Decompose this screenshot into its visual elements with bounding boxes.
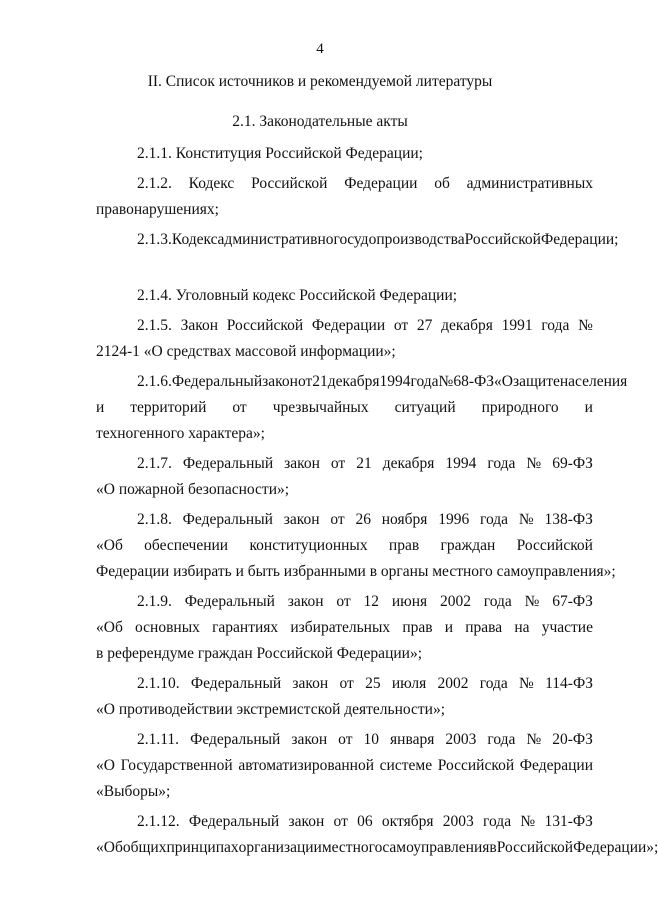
list-item-line: 2.1.4. Уголовный кодекс Российской Федерации; <box>137 287 458 304</box>
page-number: 4 <box>316 41 324 57</box>
list-item-line: 2.1.12. Федеральный закон от 06 октября 2003 года № 131-ФЗ <box>137 813 593 830</box>
list-item <box>96 671 593 723</box>
list-item-line: 2124-1 «О средствах массовой информации»; <box>96 343 396 360</box>
list-item-line: «О противодействии экстремистской деятельности»; <box>96 701 446 718</box>
list-item <box>96 507 616 585</box>
list-item <box>96 369 628 447</box>
list-item <box>96 227 619 279</box>
list-item-line: 2.1.10. Федеральный закон от 25 июля 2002 года № 114-ФЗ <box>137 675 593 692</box>
list-item <box>96 809 658 887</box>
list-item <box>96 141 593 167</box>
list-item-line <box>96 253 593 279</box>
list-item-line: 2.1.9. Федеральный закон от 12 июня 2002 года № 67-ФЗ <box>137 593 593 610</box>
list-item-line: 2.1.7. Федеральный закон от 21 декабря 1994 года № 69-ФЗ <box>137 455 593 472</box>
list-item-line: Федерации избирать и быть избранными в органы местного самоуправления»; <box>96 563 616 580</box>
list-item-line: «Об основных гарантиях избирательных прав и права на участие <box>96 619 593 636</box>
list-item-line: 2.1.3. Кодекс административного судопроизводства Российской Федерации; <box>137 231 619 248</box>
list-item-line: в референдуме граждан Российской Федерации»; <box>96 645 423 662</box>
list-item <box>96 171 593 223</box>
list-item-line: «О пожарной безопасности»; <box>96 481 290 498</box>
legislation-list <box>96 141 658 891</box>
list-item-line: 2.1.6. Федеральный закон от 21 декабря 1994 года № 68-ФЗ «О защите населения <box>137 373 628 390</box>
list-item-line: 2.1.11. Федеральный закон от 10 января 2003 года № 20-ФЗ <box>137 731 593 748</box>
list-item-line: 2.1.5. Закон Российской Федерации от 27 декабря 1991 года № <box>137 317 593 334</box>
list-item-line: правонарушениях; <box>96 201 219 218</box>
list-item-line: 2.1.2. Кодекс Российской Федерации об административных <box>137 175 593 192</box>
list-item <box>96 313 593 365</box>
list-item-line: 2.1.1. Конституция Российской Федерации; <box>137 145 423 162</box>
list-item-line: «Выборы»; <box>96 783 171 800</box>
list-item <box>96 451 593 503</box>
list-item-line: техногенного характера»; <box>96 425 265 442</box>
list-item <box>96 283 593 309</box>
list-item <box>96 727 593 805</box>
list-item-line: «Об общих принципах организации местного самоуправления в Российской Федерации»; <box>96 839 658 856</box>
list-item-line: 2.1.8. Федеральный закон от 26 ноября 1996 года № 138-ФЗ <box>137 511 593 528</box>
list-item-line: и территорий от чрезвычайных ситуаций природного и <box>96 399 593 416</box>
list-item-line: «Об обеспечении конституционных прав граждан Российской <box>96 537 593 554</box>
list-item-line <box>96 861 593 887</box>
section-title: II. Список источников и рекомендуемой литературы <box>147 73 493 90</box>
subsection-title: 2.1. Законодательные акты <box>232 113 408 130</box>
list-item-line: «О Государственной автоматизированной системе Российской Федерации <box>96 757 593 774</box>
list-item <box>96 589 593 667</box>
